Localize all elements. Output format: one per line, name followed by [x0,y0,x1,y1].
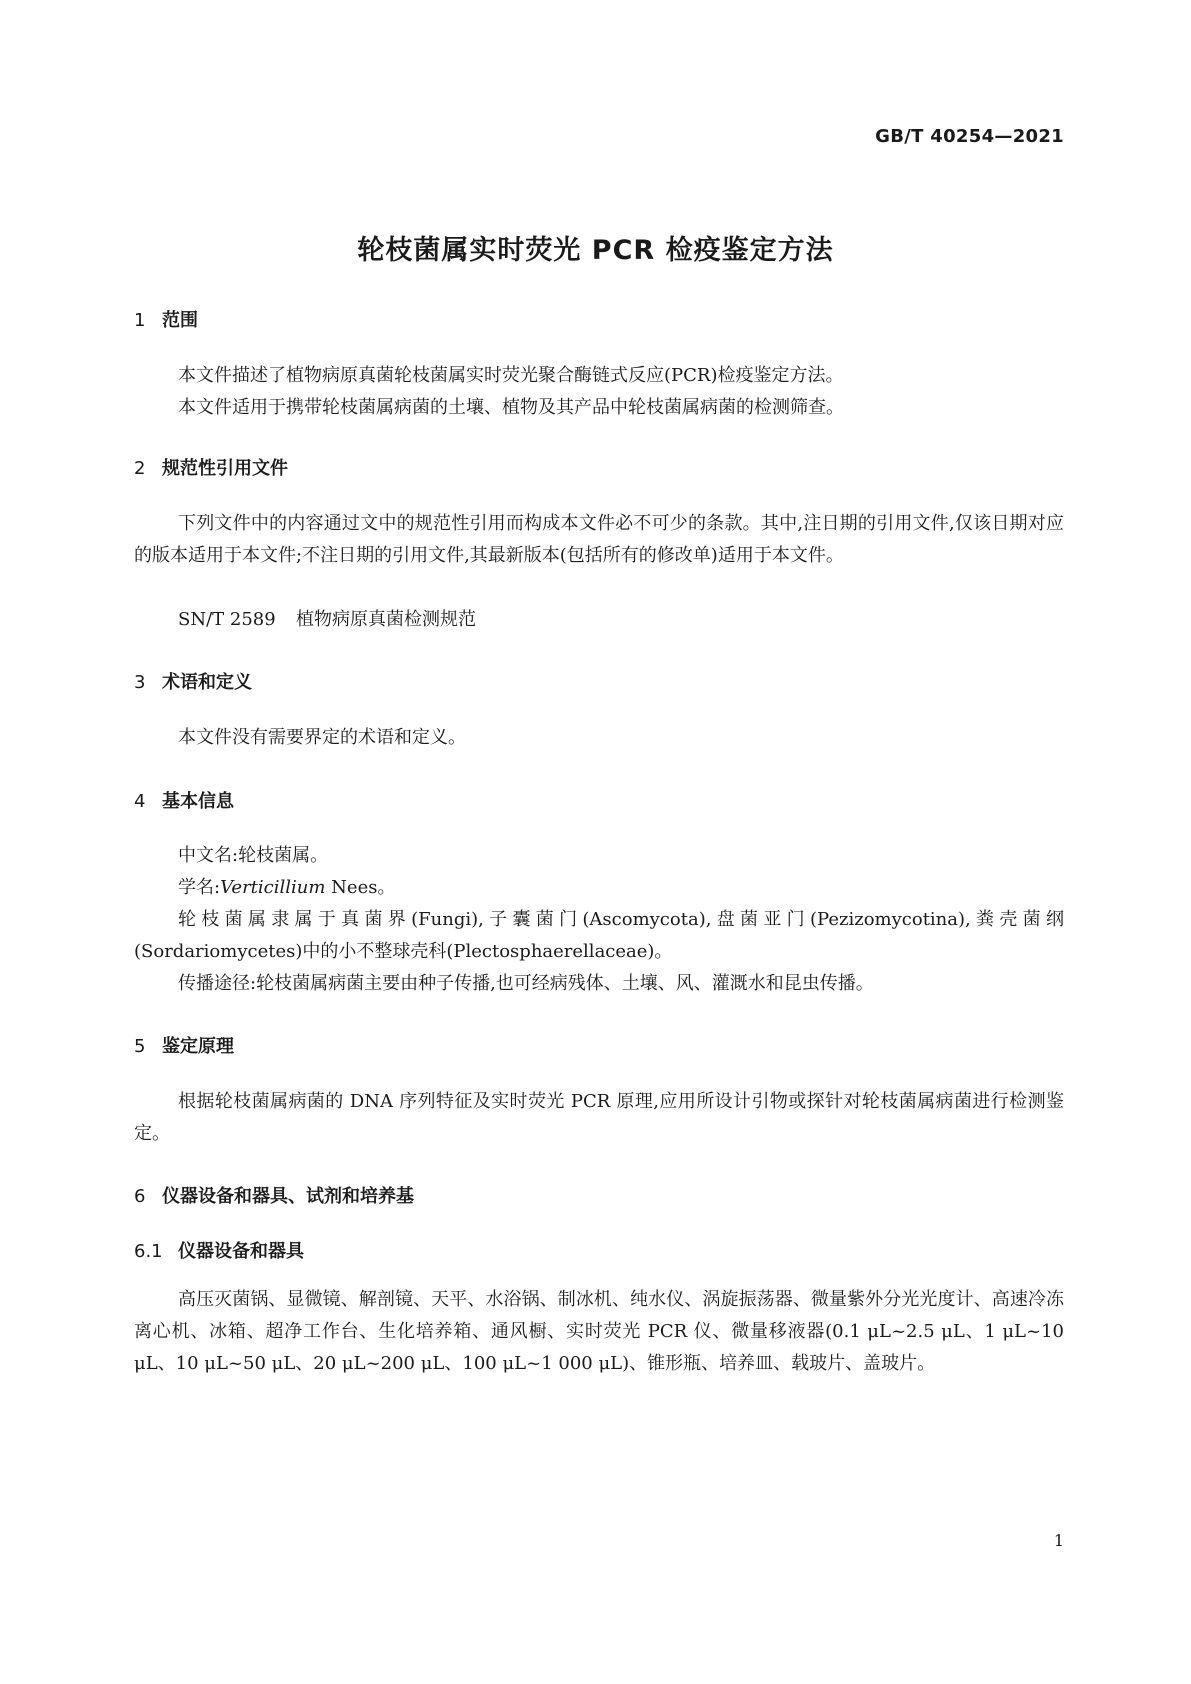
section-4-title: 基本信息 [162,791,234,812]
transmission-paragraph: 传播途径:轮枝菌属病菌主要由种子传播,也可经病残体、土壤、风、灌溉水和昆虫传播。 [178,973,874,994]
section-5-heading [134,1032,234,1058]
reference-code: SN/T 2589 [178,609,276,630]
normative-reference [178,604,476,636]
section-1-paragraph-2: 本文件适用于携带轮枝菌属病菌的土壤、植物及其产品中轮枝菌属病菌的检测筛查。 [178,397,844,418]
standard-code: GB/T 40254—2021 [875,126,1064,147]
scientific-name-prefix: 学名: [178,877,221,898]
section-5-number: 5 [134,1036,146,1057]
section-1-title: 范围 [162,310,198,331]
section-3-title: 术语和定义 [162,672,252,693]
section-1-number: 1 [134,310,146,331]
section-2-paragraph-1: 下列文件中的内容通过文中的规范性引用而构成本文件必不可少的条款。其中,注日期的引用文件,仅该日期对应的版本适用于本文件;不注日期的引用文件,其最新版本(包括所有的修改单)适用于本文件。 [134,513,1064,566]
section-5-title: 鉴定原理 [162,1036,234,1057]
scientific-name-genus: Verticillium [220,877,326,898]
section-2-heading [134,454,288,480]
section-4-number: 4 [134,791,146,812]
section-2-title: 规范性引用文件 [162,458,288,479]
taxonomy-paragraph: 轮枝菌属隶属于真菌界(Fungi),子囊菌门(Ascomycota),盘菌亚门(Pezizomycotina),粪壳菌纲(Sordariomycetes)中的小不整球壳科(Plectosphaerellaceae)。 [134,909,1064,962]
section-2-number: 2 [134,458,146,479]
document-title: 轮枝菌属实时荧光 PCR 检疫鉴定方法 [357,235,834,266]
section-3-paragraph-1: 本文件没有需要界定的术语和定义。 [178,727,466,748]
reference-title: 植物病原真菌检测规范 [296,609,476,630]
section-6-number: 6 [134,1186,146,1207]
section-6-1-number: 6.1 [134,1241,163,1262]
scientific-name-suffix: Nees。 [325,877,396,898]
section-3-heading [134,668,252,694]
section-1-heading [134,306,198,332]
section-6-heading [134,1182,414,1208]
section-6-1-title: 仪器设备和器具 [178,1241,304,1262]
scientific-name [178,872,395,904]
page-number: 1 [1053,1531,1064,1550]
chinese-name: 中文名:轮枝菌属。 [178,845,329,866]
section-4-heading [134,787,234,813]
section-1-paragraph-1: 本文件描述了植物病原真菌轮枝菌属实时荧光聚合酶链式反应(PCR)检疫鉴定方法。 [178,365,844,386]
section-6-1-heading [134,1237,304,1263]
section-6-title: 仪器设备和器具、试剂和培养基 [162,1186,414,1207]
section-6-1-paragraph-1: 高压灭菌锅、显微镜、解剖镜、天平、水浴锅、制冰机、纯水仪、涡旋振荡器、微量紫外分光光度计、高速冷冻离心机、冰箱、超净工作台、生化培养箱、通风橱、实时荧光 PCR 仪、微量移液器(0.1 μL~2.5 μL、1 μL~10 μL、10 μL~50 μL、20 μL~200 μL、100 μL~1 000 μL)、锥形瓶、培养皿、载玻片、盖玻片。 [134,1289,1064,1374]
section-5-paragraph-1: 根据轮枝菌属病菌的 DNA 序列特征及实时荧光 PCR 原理,应用所设计引物或探针对轮枝菌属病菌进行检测鉴定。 [134,1091,1064,1144]
section-3-number: 3 [134,672,146,693]
